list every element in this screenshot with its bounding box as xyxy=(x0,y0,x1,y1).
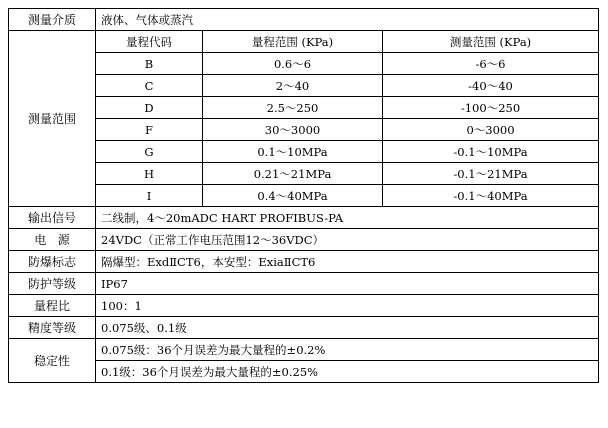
range-code: C xyxy=(96,75,203,97)
output-value: 二线制，4～20mADC HART PROFIBUS-PA xyxy=(96,207,599,229)
range-row xyxy=(9,75,599,97)
range-header-code: 量程代码 xyxy=(96,31,203,53)
turndown-value: 100：1 xyxy=(96,295,599,317)
range-measure: -6～6 xyxy=(383,53,599,75)
explosion-value: 隔爆型：ExdⅡCT6，本安型：ExiaⅡCT6 xyxy=(96,251,599,273)
range-measure: -0.1～40MPa xyxy=(383,185,599,207)
range-row xyxy=(9,53,599,75)
range-span: 30～3000 xyxy=(203,119,383,141)
row-output xyxy=(9,207,599,229)
range-code: I xyxy=(96,185,203,207)
row-accuracy xyxy=(9,317,599,339)
range-span: 2.5～250 xyxy=(203,97,383,119)
row-stability-2 xyxy=(9,361,599,383)
range-measure: -100～250 xyxy=(383,97,599,119)
accuracy-value: 0.075级、0.1级 xyxy=(96,317,599,339)
range-span: 0.6～6 xyxy=(203,53,383,75)
turndown-label: 量程比 xyxy=(9,295,96,317)
range-code: B xyxy=(96,53,203,75)
row-medium xyxy=(9,9,599,31)
range-code: D xyxy=(96,97,203,119)
range-row xyxy=(9,97,599,119)
range-span: 0.21～21MPa xyxy=(203,163,383,185)
row-turndown xyxy=(9,295,599,317)
range-span: 2～40 xyxy=(203,75,383,97)
power-value: 24VDC（正常工作电压范围12～36VDC） xyxy=(96,229,599,251)
range-label: 测量范围 xyxy=(9,31,96,207)
range-measure: -0.1～10MPa xyxy=(383,141,599,163)
output-label: 输出信号 xyxy=(9,207,96,229)
stability-label: 稳定性 xyxy=(9,339,96,383)
accuracy-label: 精度等级 xyxy=(9,317,96,339)
power-label: 电 源 xyxy=(9,229,96,251)
range-row xyxy=(9,141,599,163)
range-header-measure: 测量范围 (KPa) xyxy=(383,31,599,53)
row-stability xyxy=(9,339,599,361)
range-measure: -40～40 xyxy=(383,75,599,97)
medium-value: 液体、气体或蒸汽 xyxy=(96,9,599,31)
range-span: 0.4～40MPa xyxy=(203,185,383,207)
row-explosion xyxy=(9,251,599,273)
row-protection xyxy=(9,273,599,295)
range-row xyxy=(9,185,599,207)
stability-line: 0.075级：36个月误差为最大量程的±0.2% xyxy=(96,339,599,361)
explosion-label: 防爆标志 xyxy=(9,251,96,273)
spec-table xyxy=(8,8,599,383)
medium-label: 测量介质 xyxy=(9,9,96,31)
stability-line: 0.1级：36个月误差为最大量程的±0.25% xyxy=(96,361,599,383)
range-measure: 0～3000 xyxy=(383,119,599,141)
range-row xyxy=(9,119,599,141)
range-code: G xyxy=(96,141,203,163)
protection-label: 防护等级 xyxy=(9,273,96,295)
range-code: F xyxy=(96,119,203,141)
range-span: 0.1～10MPa xyxy=(203,141,383,163)
row-power xyxy=(9,229,599,251)
range-header-span: 量程范围 (KPa) xyxy=(203,31,383,53)
range-code: H xyxy=(96,163,203,185)
range-row xyxy=(9,163,599,185)
range-header-row xyxy=(9,31,599,53)
range-measure: -0.1～21MPa xyxy=(383,163,599,185)
protection-value: IP67 xyxy=(96,273,599,295)
